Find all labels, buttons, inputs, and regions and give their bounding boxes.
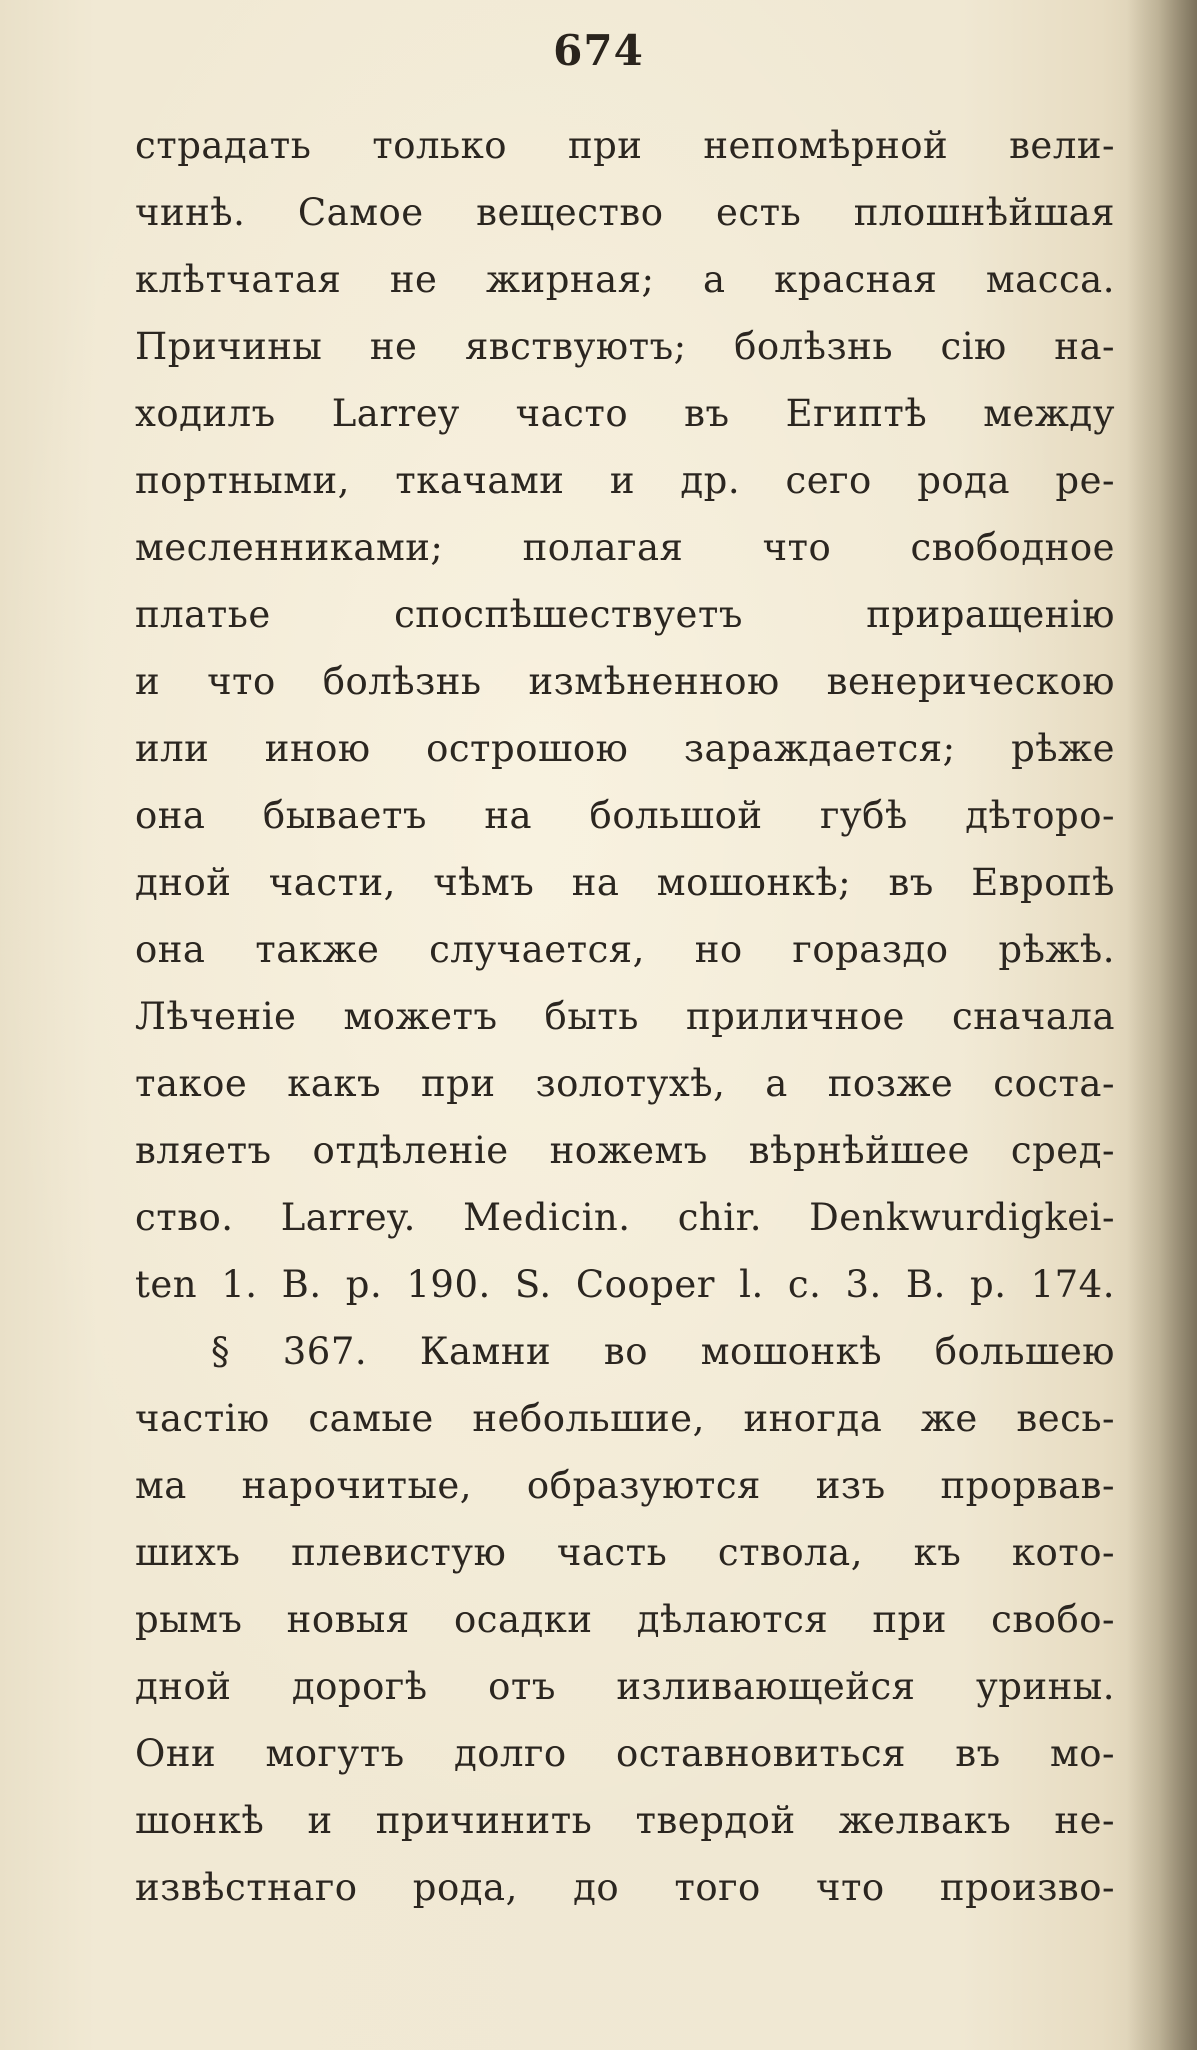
text-line: Лѣченіе можетъ быть приличное сначала — [135, 995, 1115, 1038]
text-line: такое какъ при золотухѣ, а позже соста- — [135, 1062, 1115, 1105]
text-line: Причины не явствуютъ; болѣзнь сію на- — [135, 325, 1115, 368]
text-line: ма нарочитые, образуются изъ прорвав- — [135, 1464, 1115, 1507]
text-line: страдать только при непомѣрной вели- — [135, 124, 1115, 167]
text-line: или иною острошою зараждается; рѣже — [135, 727, 1115, 770]
text-line: рымъ новыя осадки дѣлаются при свобо- — [135, 1598, 1115, 1641]
text-line: дной дорогѣ отъ изливающейся урины. — [135, 1665, 1115, 1708]
text-line: дной части, чѣмъ на мошонкѣ; въ Европѣ — [135, 861, 1115, 904]
text-line: Они могутъ долго оставновиться въ мо- — [135, 1732, 1115, 1775]
text-line: ство. Larrey. Medicin. chir. Denkwurdigkei- — [135, 1196, 1115, 1239]
text-line: шихъ плевистую часть ствола, къ кото- — [135, 1531, 1115, 1574]
text-line: частію самые небольшие, иногда же весь- — [135, 1397, 1115, 1440]
page-gutter-shadow — [1127, 0, 1197, 2050]
body-text — [135, 112, 1115, 1921]
text-line: она также случается, но гораздо рѣжѣ. — [135, 928, 1115, 971]
text-line: ходилъ Larrey часто въ Египтѣ между — [135, 392, 1115, 435]
section-heading-line: § 367. Камни во мошонкѣ большею — [211, 1330, 1115, 1373]
text-line: извѣстнаго рода, до того что произво- — [135, 1866, 1115, 1909]
text-line: вляетъ отдѣленіе ножемъ вѣрнѣйшее сред- — [135, 1129, 1115, 1172]
text-line: она бываетъ на большой губѣ дѣторо- — [135, 794, 1115, 837]
page-number: 674 — [553, 26, 644, 75]
text-line: и что болѣзнь измѣненною венерическою — [135, 660, 1115, 703]
text-line: клѣтчатая не жирная; а красная масса. — [135, 258, 1115, 301]
text-line: месленниками; полагая что свободное — [135, 526, 1115, 569]
text-line: ten 1. B. p. 190. S. Cooper l. c. 3. B. p. 174. — [135, 1263, 1115, 1306]
text-line: платье споспѣшествуетъ приращенію — [135, 593, 1115, 636]
text-line: портными, ткачами и др. сего рода ре- — [135, 459, 1115, 502]
text-line: чинѣ. Самое вещество есть плошнѣйшая — [135, 191, 1115, 234]
text-line: шонкѣ и причинить твердой желвакъ не- — [135, 1799, 1115, 1842]
